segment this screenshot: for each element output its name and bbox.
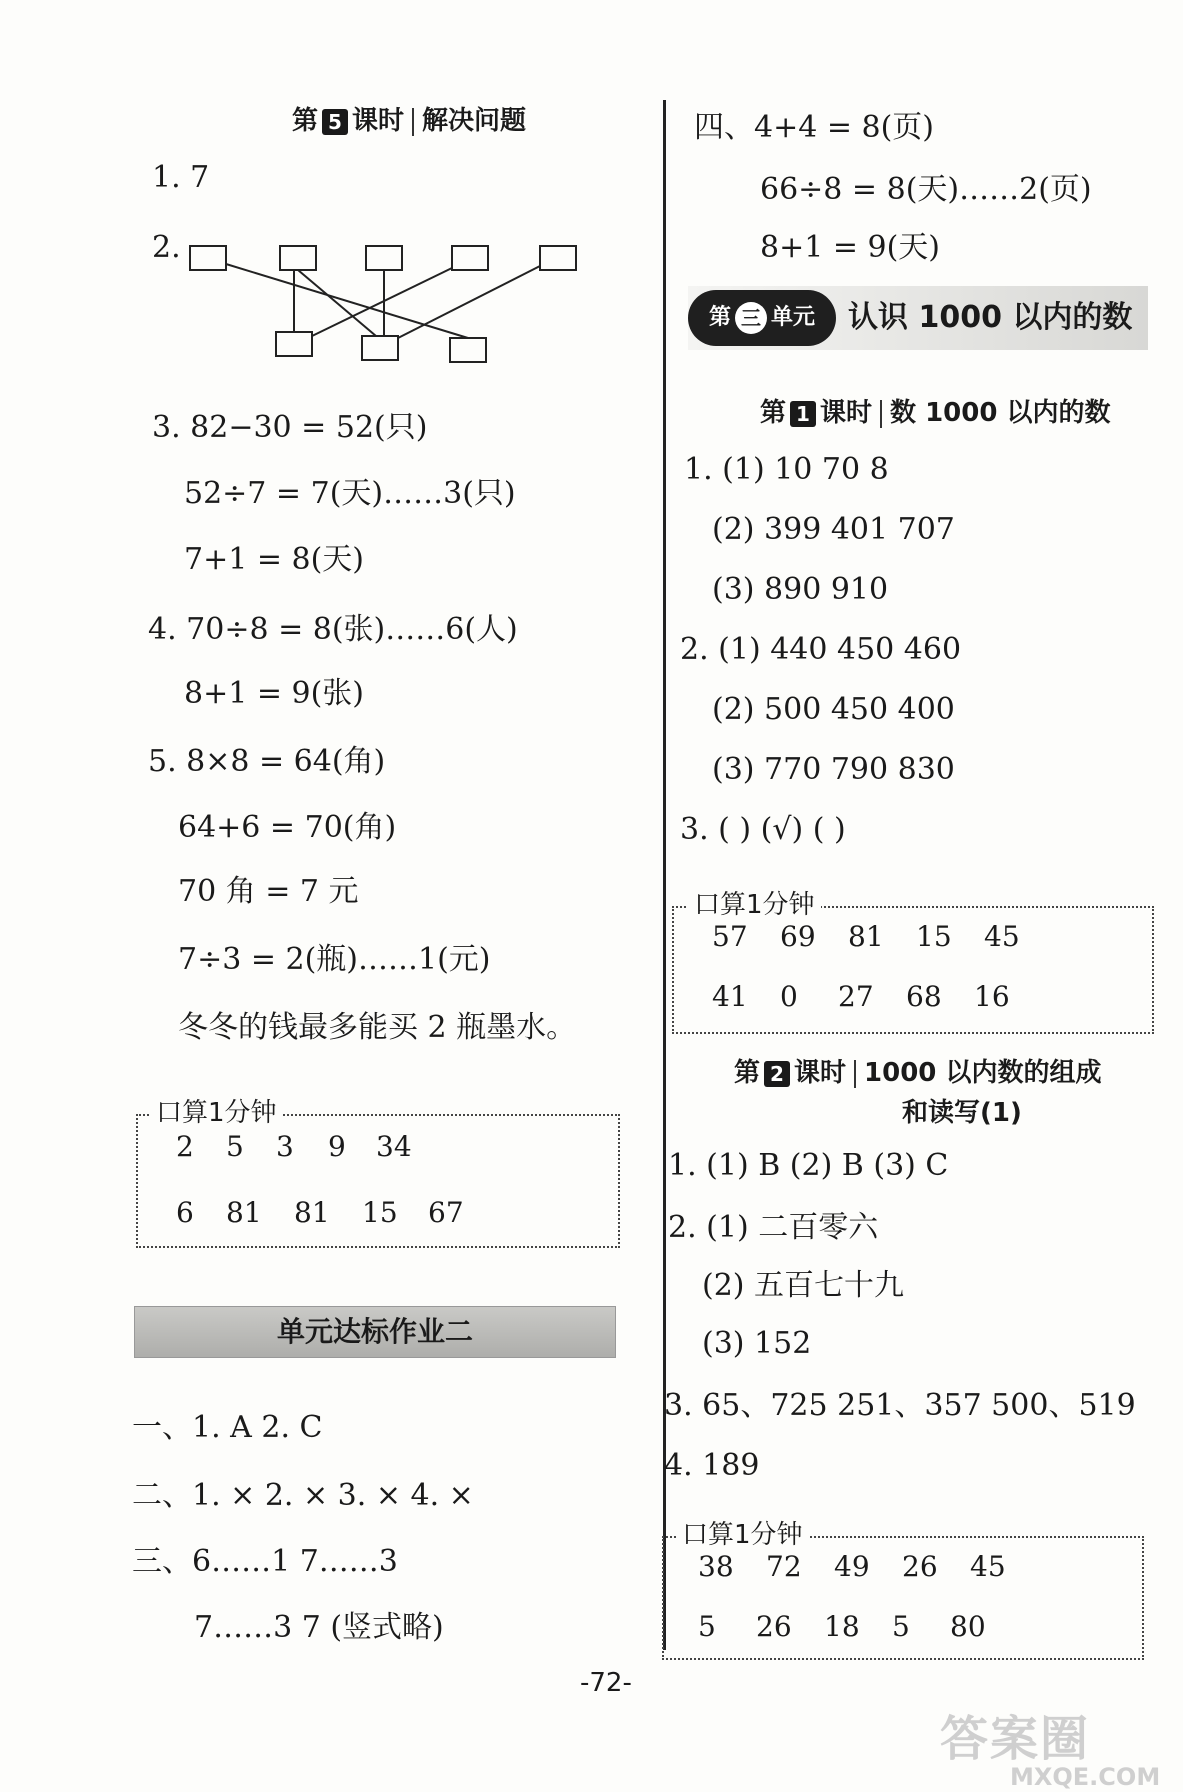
oral-calc-label-left: 口算1分钟 xyxy=(150,1092,283,1129)
oral-value: 34 xyxy=(376,1130,412,1163)
answer-3-line3: 7+1 = 8(天) xyxy=(184,542,365,577)
oral-value: 2 xyxy=(176,1130,194,1163)
matching-diagram xyxy=(180,240,600,370)
l1-answer-2-2: (2) 500 450 400 xyxy=(712,692,955,727)
oral-calc-row2-right-1 xyxy=(712,980,1010,1013)
oral-value: 81 xyxy=(294,1196,330,1229)
match-line-6 xyxy=(398,266,540,338)
part-4-line3: 8+1 = 9(天) xyxy=(760,230,941,265)
page-number: -72- xyxy=(580,1668,632,1698)
oral-value: 15 xyxy=(916,920,952,953)
oral-value: 5 xyxy=(698,1610,716,1643)
top-box-4 xyxy=(452,246,488,270)
oral-calc-label-right-2: 口算1分钟 xyxy=(676,1514,809,1551)
watermark-url: MXQE.COM xyxy=(1010,1763,1161,1791)
oral-value: 81 xyxy=(848,920,884,953)
part-2-answers: 二、1. × 2. × 3. × 4. × xyxy=(132,1478,474,1513)
answer-3-line1: 3. 82−30 = 52(只) xyxy=(152,410,428,445)
l1-answer-2-1: 2. (1) 440 450 460 xyxy=(680,632,962,667)
l2-answer-3: 3. 65、725 251、357 500、519 xyxy=(664,1388,1136,1423)
oral-value: 3 xyxy=(276,1130,294,1163)
oral-calc-row1-right-1 xyxy=(712,920,1020,953)
l1-answer-3: 3. ( ) (√) ( ) xyxy=(680,812,846,847)
oral-value: 26 xyxy=(756,1610,792,1643)
oral-value: 5 xyxy=(892,1610,910,1643)
oral-calc-row1-left xyxy=(176,1130,412,1163)
l1-answer-1-3: (3) 890 910 xyxy=(712,572,889,607)
watermark-logo xyxy=(940,1700,1160,1791)
answer-2-label: 2. xyxy=(152,230,181,265)
oral-value: 18 xyxy=(824,1610,860,1643)
answer-4-line2: 8+1 = 9(张) xyxy=(184,676,365,711)
oral-value: 16 xyxy=(974,980,1010,1013)
answer-1: 1. 7 xyxy=(152,160,210,195)
l2-answer-4: 4. 189 xyxy=(664,1448,760,1483)
answer-5-line4: 7÷3 = 2(瓶)……1(元) xyxy=(178,942,491,977)
l2-answer-2-2: (2) 五百七十九 xyxy=(702,1268,905,1303)
match-line-1 xyxy=(226,264,468,338)
lesson5-heading: 第 5 课时 解决问题 xyxy=(292,106,527,136)
oral-value: 6 xyxy=(176,1196,194,1229)
answer-4-line1: 4. 70÷8 = 8(张)……6(人) xyxy=(148,612,518,647)
unit-standard-homework-banner: 单元达标作业二 xyxy=(134,1306,616,1358)
top-box-3 xyxy=(366,246,402,270)
part-4-line1: 四、4+4 = 8(页) xyxy=(694,110,935,145)
oral-value: 26 xyxy=(902,1550,938,1583)
l1-answer-1-1: 1. (1) 10 70 8 xyxy=(684,452,889,487)
top-box-5 xyxy=(540,246,576,270)
unit-3-title: 认识 1000 以内的数 xyxy=(848,300,1133,335)
oral-calc-row2-left xyxy=(176,1196,464,1229)
oral-value: 80 xyxy=(950,1610,986,1643)
oral-value: 69 xyxy=(780,920,816,953)
oral-value: 41 xyxy=(712,980,748,1013)
answer-5-line2: 64+6 = 70(角) xyxy=(178,810,397,845)
oral-value: 49 xyxy=(834,1550,870,1583)
lesson2-heading: 第 2 课时 1000 以内数的组成 xyxy=(734,1058,1102,1088)
oral-value: 9 xyxy=(328,1130,346,1163)
lesson2-heading-line2: 和读写(1) xyxy=(902,1098,1022,1128)
l2-answer-2-3: (3) 152 xyxy=(702,1326,812,1361)
oral-calc-row2-right-2 xyxy=(698,1610,986,1643)
unit-3-banner xyxy=(688,286,1148,350)
l2-answer-1: 1. (1) B (2) B (3) C xyxy=(668,1148,949,1183)
oral-value: 57 xyxy=(712,920,748,953)
oral-value: 45 xyxy=(970,1550,1006,1583)
oral-value: 27 xyxy=(838,980,874,1013)
bottom-box-1 xyxy=(276,332,312,356)
part-1-answers: 一、1. A 2. C xyxy=(132,1410,323,1445)
answer-5-conclusion: 冬冬的钱最多能买 2 瓶墨水。 xyxy=(178,1010,577,1045)
l1-answer-1-2: (2) 399 401 707 xyxy=(712,512,955,547)
part-3-line2: 7……3 7 (竖式略) xyxy=(194,1610,444,1645)
bottom-box-3 xyxy=(450,338,486,362)
l2-answer-2-1: 2. (1) 二百零六 xyxy=(668,1210,879,1245)
part-4-line2: 66÷8 = 8(天)……2(页) xyxy=(760,172,1092,207)
oral-value: 5 xyxy=(226,1130,244,1163)
match-line-3 xyxy=(298,270,376,336)
oral-value: 45 xyxy=(984,920,1020,953)
top-box-1 xyxy=(190,246,226,270)
unit-3-pill: 第 三 单元 xyxy=(688,290,836,346)
part-3-line1: 三、6……1 7……3 xyxy=(132,1544,398,1579)
watermark-text: 答案圈 xyxy=(940,1711,1091,1767)
oral-value: 68 xyxy=(906,980,942,1013)
oral-value: 15 xyxy=(362,1196,398,1229)
lesson1-heading: 第 1 课时 数 1000 以内的数 xyxy=(760,398,1111,428)
oral-calc-row1-right-2 xyxy=(698,1550,1006,1583)
answer-5-line3: 70 角 = 7 元 xyxy=(178,874,359,909)
oral-calc-label-right-1: 口算1分钟 xyxy=(688,884,821,921)
answer-3-line2: 52÷7 = 7(天)……3(只) xyxy=(184,476,516,511)
oral-value: 0 xyxy=(780,980,798,1013)
answer-5-line1: 5. 8×8 = 64(角) xyxy=(148,744,386,779)
oral-value: 72 xyxy=(766,1550,802,1583)
oral-value: 38 xyxy=(698,1550,734,1583)
oral-value: 67 xyxy=(428,1196,464,1229)
top-box-2 xyxy=(280,246,316,270)
oral-value: 81 xyxy=(226,1196,262,1229)
l1-answer-2-3: (3) 770 790 830 xyxy=(712,752,955,787)
bottom-box-2 xyxy=(362,336,398,360)
